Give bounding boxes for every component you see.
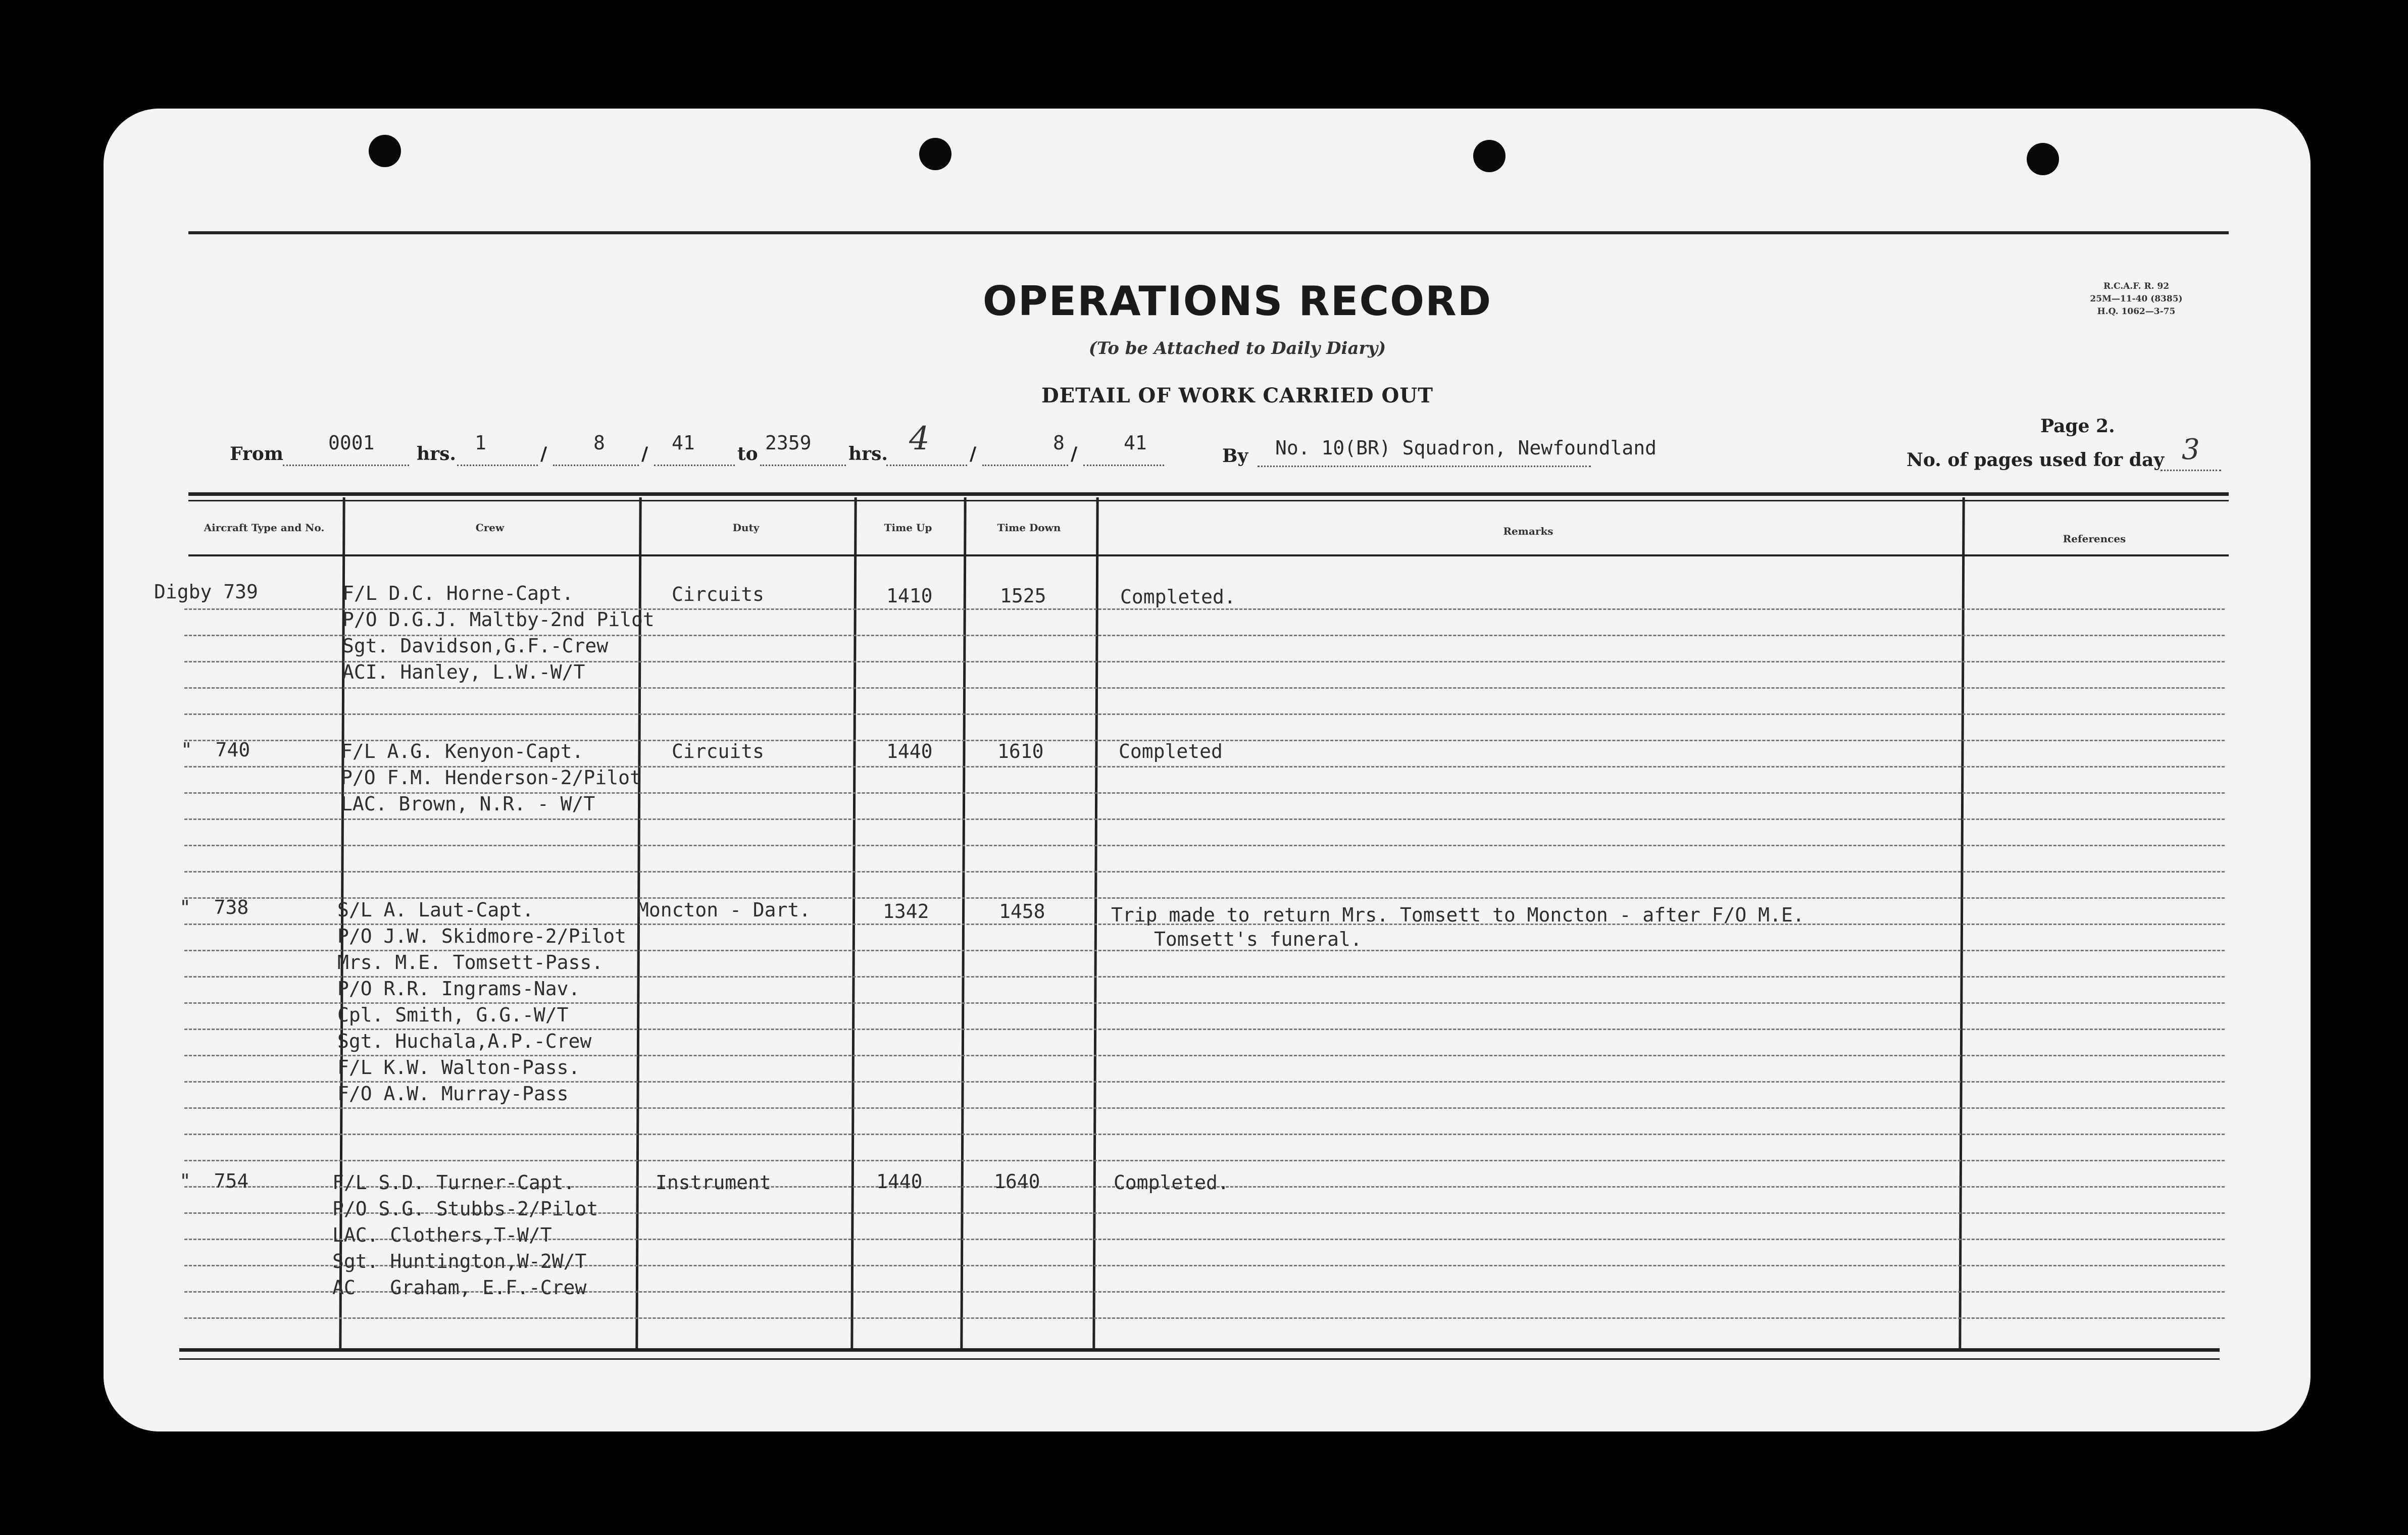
from-month-line — [553, 465, 639, 466]
duty-cell: Moncton - Dart. — [637, 899, 811, 921]
to-year: 41 — [1124, 432, 1147, 454]
from-month: 8 — [593, 432, 605, 454]
to-year-line — [1083, 465, 1164, 466]
time-down-cell: 1640 — [994, 1170, 1040, 1193]
col-header-references: References — [2063, 533, 2126, 545]
remarks-line: Trip made to return Mrs. Tomsett to Moncton - after F/O M.E. — [1111, 904, 1804, 926]
remarks-line: Completed — [1119, 740, 1223, 762]
ruled-line — [184, 713, 2225, 715]
time-up-cell: 1410 — [886, 585, 933, 607]
aircraft-cell: Digby 739 — [154, 581, 258, 603]
crew-line: P/O D.G.J. Maltby-2nd Pilot — [342, 608, 655, 631]
to-time: 2359 — [765, 432, 812, 454]
col-header-duty: Duty — [732, 522, 760, 534]
to-day: 4 — [909, 420, 930, 457]
from-time-line — [283, 465, 409, 466]
pages-used-label: No. of pages used for day — [1907, 449, 2165, 471]
from-year-line — [654, 465, 735, 466]
time-down-cell: 1525 — [1000, 585, 1046, 607]
punch-hole — [2027, 143, 2059, 175]
crew-line: ACI. Hanley, L.W.-W/T — [342, 661, 585, 683]
time-up-cell: 1440 — [876, 1170, 923, 1193]
table-top-rule — [188, 492, 2229, 496]
ruled-line — [184, 1134, 2225, 1135]
col-header-time-down: Time Down — [997, 522, 1061, 534]
header-underline — [188, 554, 2229, 556]
duty-cell: Circuits — [672, 740, 765, 762]
aircraft-cell: " 738 — [179, 896, 249, 918]
table-top-rule-thin — [188, 500, 2229, 501]
to-label: to — [737, 443, 758, 465]
squadron: No. 10(BR) Squadron, Newfoundland — [1275, 437, 1657, 459]
ruled-line — [184, 687, 2225, 689]
punch-hole — [919, 138, 951, 170]
form-ref-line: R.C.A.F. R. 92 — [2103, 281, 2170, 291]
crew-line: Mrs. M.E. Tomsett-Pass. — [337, 951, 604, 974]
date-sep: / — [540, 443, 547, 465]
crew-line: F/L A.G. Kenyon-Capt. — [341, 740, 584, 762]
crew-line: F/L K.W. Walton-Pass. — [337, 1056, 580, 1079]
ruled-line — [184, 845, 2225, 846]
date-sep: / — [970, 443, 977, 465]
to-time-line — [760, 465, 846, 466]
form-ref-line: H.Q. 1062—3-75 — [2097, 306, 2176, 317]
to-day-line — [886, 465, 967, 466]
hrs-label: hrs. — [417, 443, 456, 465]
punch-hole — [369, 135, 401, 167]
crew-line: F/L S.D. Turner-Capt. — [332, 1171, 575, 1194]
crew-line: P/O S.G. Stubbs-2/Pilot — [332, 1198, 598, 1220]
date-sep: / — [641, 443, 648, 465]
crew-line: F/L D.C. Horne-Capt. — [342, 582, 574, 604]
date-sep: / — [1071, 443, 1078, 465]
aircraft-cell: " 740 — [181, 739, 250, 761]
time-down-cell: 1458 — [999, 900, 1045, 923]
from-day-line — [457, 465, 538, 466]
ruled-line — [184, 818, 2225, 820]
time-up-cell: 1342 — [883, 900, 929, 923]
crew-line: Sgt. Huntington,W-2W/T — [332, 1250, 587, 1272]
ruled-line — [184, 1160, 2225, 1161]
punch-hole — [1473, 140, 1506, 172]
crew-line: S/L A. Laut-Capt. — [337, 899, 534, 921]
crew-line: F/O A.W. Murray-Pass — [337, 1083, 569, 1105]
form-detail-heading: DETAIL OF WORK CARRIED OUT — [1041, 384, 1434, 407]
form-title: OPERATIONS RECORD — [982, 278, 1492, 325]
crew-line: Sgt. Huchala,A.P.-Crew — [337, 1030, 592, 1052]
form-reference — [2061, 280, 2212, 318]
to-month-line — [982, 465, 1068, 466]
crew-line: Sgt. Davidson,G.F.-Crew — [342, 635, 609, 657]
table-bottom-rule-thin — [179, 1358, 2220, 1360]
page-number: Page 2. — [2040, 416, 2115, 437]
remarks-line: Completed. — [1120, 586, 1236, 608]
from-label: From — [230, 443, 283, 465]
form-ref-line: 25M—11-40 (8385) — [2090, 294, 2183, 304]
remarks-line: Completed. — [1114, 1171, 1229, 1194]
crew-line: LAC. Clothers,T-W/T — [332, 1224, 552, 1246]
form-subtitle: (To be Attached to Daily Diary) — [1088, 338, 1386, 359]
remarks-line: Tomsett's funeral. — [1154, 928, 1362, 950]
crew-line: P/O J.W. Skidmore-2/Pilot — [337, 925, 626, 947]
crew-line: AC Graham, E.F.-Crew — [332, 1276, 587, 1299]
aircraft-cell: " 754 — [179, 1170, 249, 1192]
col-header-crew: Crew — [475, 522, 505, 534]
from-year: 41 — [672, 432, 695, 454]
time-down-cell: 1610 — [997, 740, 1044, 762]
crew-line: Cpl. Smith, G.G.-W/T — [337, 1004, 569, 1026]
from-time: 0001 — [328, 432, 375, 454]
by-line — [1258, 466, 1591, 467]
by-label: By — [1222, 445, 1248, 467]
crew-line: LAC. Brown, N.R. - W/T — [341, 793, 595, 815]
ruled-line — [184, 1107, 2225, 1109]
from-day: 1 — [475, 432, 486, 454]
pages-used-line — [2161, 470, 2221, 471]
top-rule — [188, 231, 2229, 234]
duty-cell: Instrument — [656, 1171, 771, 1194]
hrs-label: hrs. — [848, 443, 888, 465]
col-header-aircraft: Aircraft Type and No. — [204, 522, 325, 534]
ruled-line — [184, 1317, 2225, 1319]
time-up-cell: 1440 — [886, 740, 933, 762]
table-bottom-rule — [179, 1348, 2220, 1352]
crew-line: P/O R.R. Ingrams-Nav. — [337, 978, 580, 1000]
col-header-time-up: Time Up — [884, 522, 932, 534]
col-header-remarks: Remarks — [1503, 525, 1553, 537]
ruled-line — [184, 871, 2225, 873]
crew-line: P/O F.M. Henderson-2/Pilot — [341, 766, 641, 789]
duty-cell: Circuits — [672, 583, 765, 605]
to-month: 8 — [1053, 432, 1065, 454]
pages-used-value: 3 — [2182, 433, 2200, 466]
